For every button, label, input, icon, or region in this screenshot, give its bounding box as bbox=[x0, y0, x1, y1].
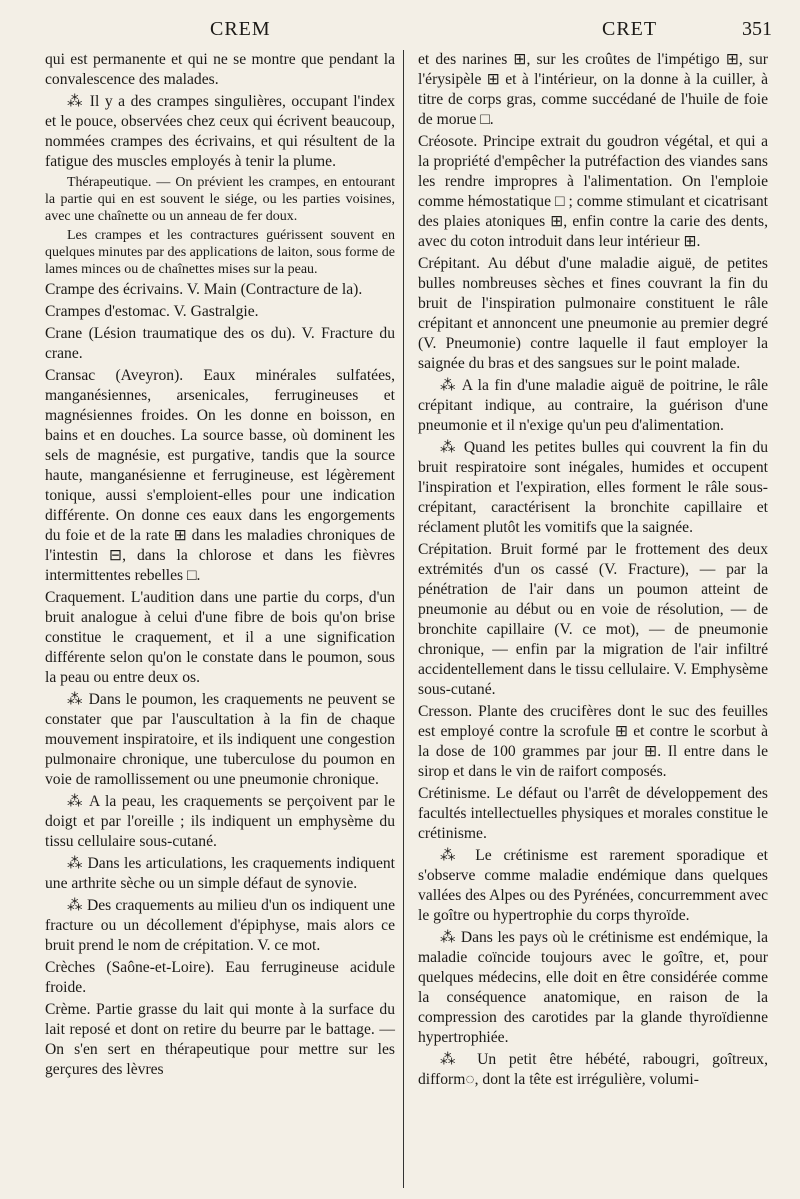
paragraph: ⁂ Le crétinisme est rarement sporadique et s'observe comme maladie endémique dans quelques vallées des Alpes ou des Pyrénées, concurremment avec le goître ou hypertrophie du corps thyroïde. bbox=[418, 847, 768, 924]
paragraph: ⁂ A la fin d'une maladie aiguë de poitrine, le râle crépitant indique, au contraire, la guérison d'une pneumonie et il n'exige qu'un peu d'alimentation. bbox=[418, 377, 768, 434]
column-divider bbox=[403, 50, 404, 1188]
left-column bbox=[45, 50, 395, 1082]
paragraph: ⁂ Quand les petites bulles qui couvrent la fin du bruit respiratoire sont inégales, humides et occupent l'inspiration et l'expiration, elles forment le râle sous-crépitant, caractérisent la bronchite capillaire et réclament plutôt les vomitifs que la saignée. bbox=[418, 439, 768, 536]
running-header bbox=[40, 18, 772, 46]
paragraph: qui est permanente et qui ne se montre que pendant la convalescence des malades. bbox=[45, 51, 395, 88]
entry-creme: Crème. Partie grasse du lait qui monte à la surface du lait reposé et dont on retire du beurre par le battage. — On s'en sert en thérapeutique pour mettre sur les gerçures des lèvres bbox=[45, 1001, 395, 1078]
entry-creches: Crèches (Saône-et-Loire). Eau ferrugineuse acidule froide. bbox=[45, 959, 395, 996]
entry-crampe-ecrivains: Crampe des écrivains. V. Main (Contracture de la). bbox=[45, 281, 363, 298]
entry-crepitant: Crépitant. Au début d'une maladie aiguë, de petites bulles nombreuses sèches et fines couvrant la fin du bruit de l'inspiration pulmonaire constituent le râle crépitant et annoncent une pneumonie au premier degré (V. Pneumonie) contre laquelle il faut employer la saignée du bras et des sangsues sur le point malade. bbox=[418, 255, 768, 372]
entry-crepitation: Crépitation. Bruit formé par le frottement des deux extrémités d'un os cassé (V. Fracture), — par la pénétration de l'air dans un poumon atteint de pneumonie au début ou en voie de résolution, — de bronchite capillaire (V. ce mot), — de pneumonie chronique, — enfin par la migration de l'air infiltré accidentellement dans le tissu cellulaire. V. Emphysème sous-cutané. bbox=[418, 541, 768, 698]
entry-cransac: Cransac (Aveyron). Eaux minérales sulfatées, manganésiennes, arsenicales, ferrugineuses et magnésiennes froides. On les donne en boisson, en bains et en douches. La source basse, où dominent les sels de magnésie, est purgative, tandis que la source haute, manganésienne et ferrugineuse, est légèrement tonique, aussi s'emploient-elles pour une indication différente. On donne ces eaux dans les engorgements du foie et de la rate ⊞ dans les maladies chroniques de l'intestin ⊟, dans la chlorose et dans les fièvres intermittentes rebelles □. bbox=[45, 367, 395, 584]
paragraph: ⁂ Des craquements au milieu d'un os indiquent une fracture ou un décollement d'épiphyse, mais alors ce bruit prend le nom de crépitation. V. ce mot. bbox=[45, 897, 395, 954]
paragraph: ⁂ Dans le poumon, les craquements ne peuvent se constater que par l'auscultation à la fin de chaque mouvement inspiratoire, et ils indiquent une congestion pulmonaire chronique, une tuberculose du poumon en voie de ramollissement ou une pneumonie chronique. bbox=[45, 691, 395, 788]
paragraph: et des narines ⊞, sur les croûtes de l'impétigo ⊞, sur l'érysipèle ⊞ et à l'intérieur, on la donne à la cuiller, à titre de corps gras, comme succédané de l'huile de foie de morue □. bbox=[418, 51, 768, 128]
paragraph: ⁂ Il y a des crampes singulières, occupant l'index et le pouce, observées chez ceux qui écrivent beaucoup, nommées crampes des écrivains, et qui résultent de la fatigue des muscles employés à tenir la plume. bbox=[45, 93, 395, 170]
entry-craquement: Craquement. L'audition dans une partie du corps, d'un bruit analogue à celui d'une fibre de bois qu'on brise constitue le craquement, et il a une signification différente selon qu'on le constate dans le poumon, sous la peau ou entre deux os. bbox=[45, 589, 395, 686]
entry-crane: Crane (Lésion traumatique des os du). V. Fracture du crane. bbox=[45, 325, 395, 362]
paragraph: Les crampes et les contractures guérissent souvent en quelques minutes par des applications de laiton, sous forme de lames minces ou de chaînettes mises sur la peau. bbox=[45, 228, 395, 277]
header-left-word: CREM bbox=[210, 18, 271, 40]
paragraph: ⁂ Dans les pays où le crétinisme est endémique, la maladie coïncide toujours avec le goître, et, pour quelques médecins, elle doit en être considérée comme la conséquence anatomique, en raison de la compression des carotides par la glande thyroïdienne hypertrophiée. bbox=[418, 929, 768, 1046]
header-right-word: CRET bbox=[602, 18, 658, 40]
entry-creosote: Créosote. Principe extrait du goudron végétal, et qui a la propriété d'empêcher la putréfaction des viandes sans les rendre impropres à l'alimentation. On l'emploie comme hémostatique □ ; comme stimulant et cicatrisant des plaies atoniques ⊞, enfin contre la carie des dents, avec du coton introduit dans leur intérieur ⊞. bbox=[418, 133, 768, 250]
page-number: 351 bbox=[742, 18, 772, 40]
entry-cretinisme: Crétinisme. Le défaut ou l'arrêt de développement des facultés intellectuelles physiques et morales constitue le crétinisme. bbox=[418, 785, 768, 842]
entry-crampes-estomac: Crampes d'estomac. V. Gastralgie. bbox=[45, 303, 259, 320]
right-column bbox=[418, 50, 768, 1092]
therapeutique-note: Thérapeutique. — On prévient les crampes, en entourant la partie qui en est souvent le siége, ou les parties voisines, avec une chaînette ou un anneau de fer doux. bbox=[45, 175, 395, 224]
paragraph: ⁂ Un petit être hébété, rabougri, goîtreux, difform◌, dont la tête est irrégulière, volumi- bbox=[418, 1051, 768, 1088]
paragraph: ⁂ A la peau, les craquements se perçoivent par le doigt et par l'oreille ; ils indiquent un emphysème du tissu cellulaire sous-cutané. bbox=[45, 793, 395, 850]
entry-cresson: Cresson. Plante des crucifères dont le suc des feuilles est employé contre la scrofule ⊞ et contre le scorbut à la dose de 100 grammes par jour ⊞. Il entre dans le sirop et dans le vin de raifort composés. bbox=[418, 703, 768, 780]
paragraph: ⁂ Dans les articulations, les craquements indiquent une arthrite sèche ou un simple défaut de synovie. bbox=[45, 855, 395, 892]
